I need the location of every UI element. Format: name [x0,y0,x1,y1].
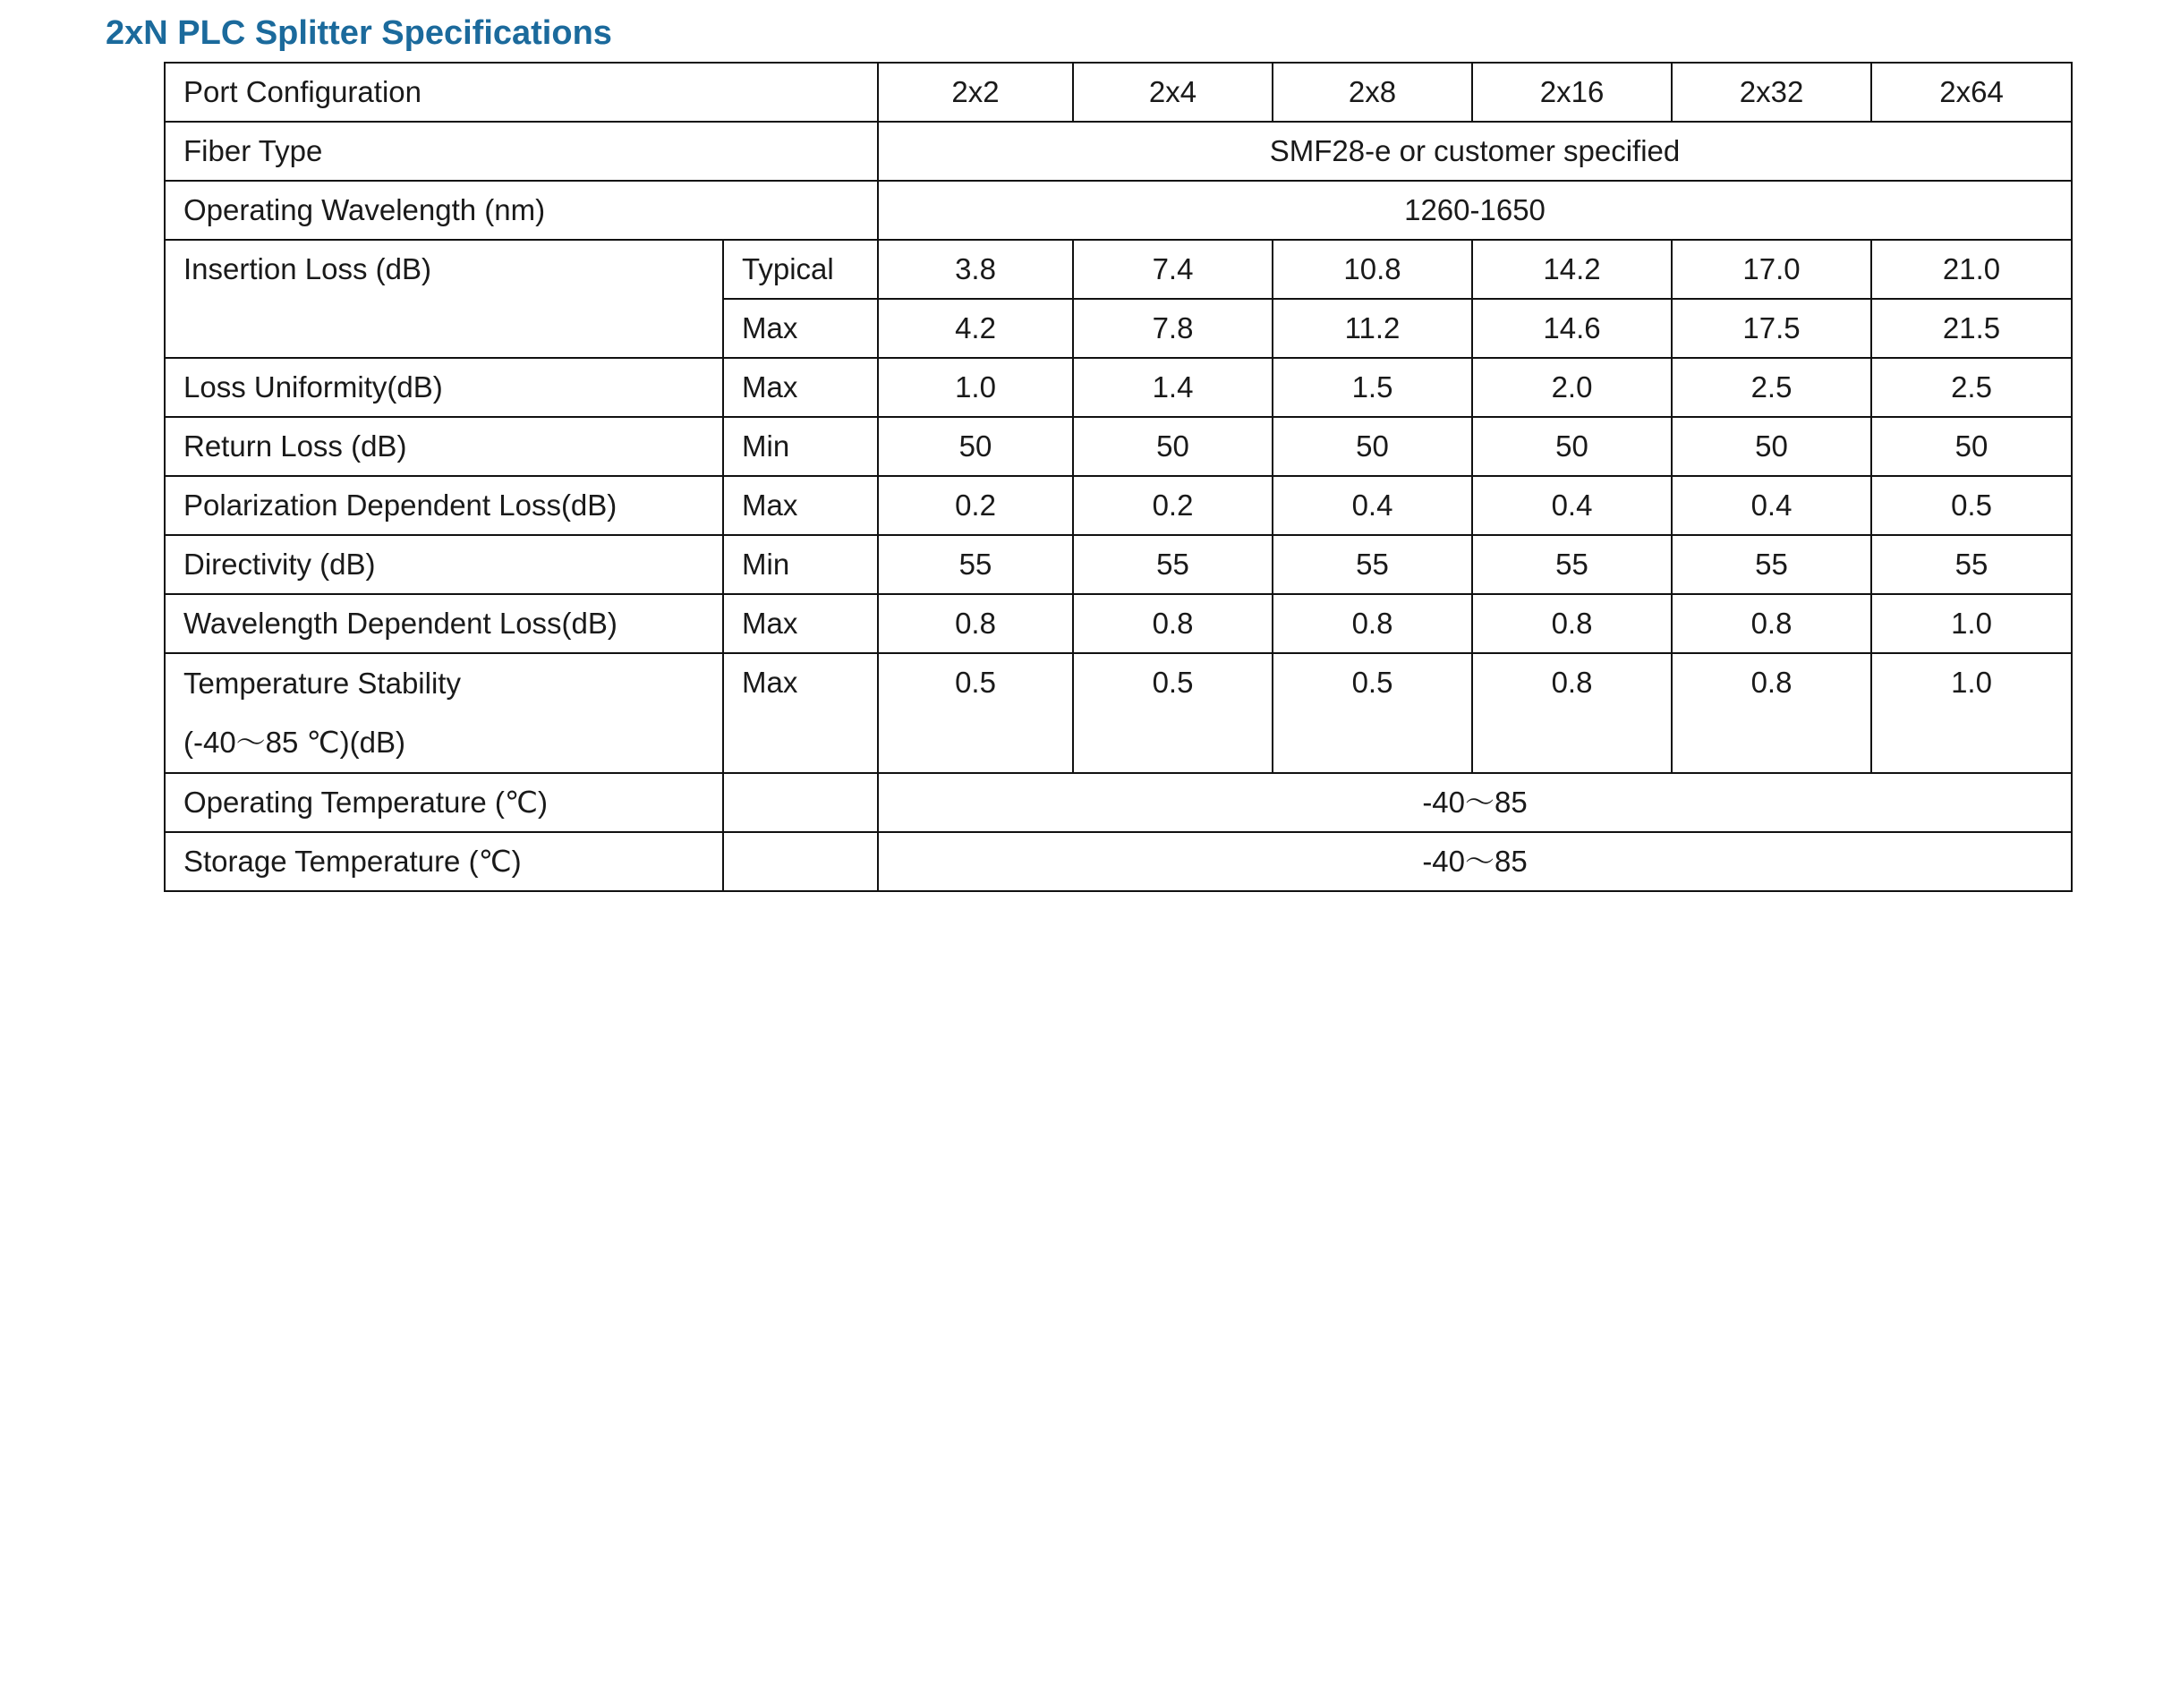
cell-value: 0.5 [878,653,1073,773]
cell-value: 0.8 [878,594,1073,653]
cell-value: 0.4 [1472,476,1672,535]
table-row [165,653,2072,773]
cell-value: 7.4 [1073,240,1273,299]
port-header: 2x4 [1073,63,1273,122]
qualifier [723,773,878,832]
cell-value: 0.5 [1871,476,2072,535]
cell-value: 55 [1472,535,1672,594]
cell-value: 0.8 [1273,594,1472,653]
table-row [165,122,2072,181]
cell-value: 0.8 [1672,653,1871,773]
table-row [165,535,2072,594]
port-header: 2x8 [1273,63,1472,122]
row-label-line: (-40～85 ℃)(dB) [183,726,405,759]
cell-value: 11.2 [1273,299,1472,358]
cell-value: 2.5 [1672,358,1871,417]
cell-value: 0.2 [878,476,1073,535]
cell-value: 0.8 [1472,653,1672,773]
row-label-line: Temperature Stability [183,667,461,700]
cell-value: 14.2 [1472,240,1672,299]
cell-value: 55 [1073,535,1273,594]
cell-value: 1.0 [878,358,1073,417]
spec-table [164,62,2073,892]
qualifier: Max [723,594,878,653]
row-label: Return Loss (dB) [165,417,723,476]
cell-value: 55 [878,535,1073,594]
page-title: 2xN PLC Splitter Specifications [106,14,612,52]
merged-value: SMF28-e or customer specified [878,122,2072,181]
cell-value: 0.5 [1273,653,1472,773]
table-row [165,358,2072,417]
cell-value: 50 [1672,417,1871,476]
port-header: 2x64 [1871,63,2072,122]
cell-value: 17.5 [1672,299,1871,358]
cell-value: 1.0 [1871,594,2072,653]
qualifier: Max [723,653,878,773]
cell-value: 4.2 [878,299,1073,358]
cell-value: 0.5 [1073,653,1273,773]
cell-value: 7.8 [1073,299,1273,358]
cell-value: 14.6 [1472,299,1672,358]
row-label: Port Configuration [165,63,878,122]
qualifier: Max [723,476,878,535]
qualifier: Max [723,358,878,417]
cell-value: 0.4 [1672,476,1871,535]
row-label: Operating Wavelength (nm) [165,181,878,240]
row-label: Directivity (dB) [165,535,723,594]
cell-value: 0.8 [1073,594,1273,653]
cell-value: 50 [1871,417,2072,476]
port-header: 2x2 [878,63,1073,122]
row-label: Loss Uniformity(dB) [165,358,723,417]
cell-value: 55 [1672,535,1871,594]
table-row [165,181,2072,240]
cell-value: 10.8 [1273,240,1472,299]
merged-value: 1260-1650 [878,181,2072,240]
row-label: Operating Temperature (℃) [165,773,723,832]
qualifier: Max [723,299,878,358]
cell-value: 1.4 [1073,358,1273,417]
qualifier [723,832,878,891]
table-row [165,63,2072,122]
cell-value: 50 [1472,417,1672,476]
row-label: Insertion Loss (dB) [165,240,723,358]
merged-value: -40～85 [878,832,2072,891]
port-header: 2x16 [1472,63,1672,122]
table-row [165,594,2072,653]
cell-value: 55 [1871,535,2072,594]
row-label: Storage Temperature (℃) [165,832,723,891]
cell-value: 50 [878,417,1073,476]
table-row [165,417,2072,476]
row-label [165,653,723,773]
cell-value: 21.5 [1871,299,2072,358]
row-label: Polarization Dependent Loss(dB) [165,476,723,535]
cell-value: 2.5 [1871,358,2072,417]
cell-value: 3.8 [878,240,1073,299]
cell-value: 1.5 [1273,358,1472,417]
table-row [165,240,2072,299]
table-row [165,476,2072,535]
cell-value: 2.0 [1472,358,1672,417]
cell-value: 17.0 [1672,240,1871,299]
cell-value: 55 [1273,535,1472,594]
merged-value: -40～85 [878,773,2072,832]
cell-value: 1.0 [1871,653,2072,773]
cell-value: 0.4 [1273,476,1472,535]
cell-value: 50 [1073,417,1273,476]
port-header: 2x32 [1672,63,1871,122]
row-label: Wavelength Dependent Loss(dB) [165,594,723,653]
cell-value: 21.0 [1871,240,2072,299]
cell-value: 0.8 [1472,594,1672,653]
cell-value: 50 [1273,417,1472,476]
row-label: Fiber Type [165,122,878,181]
qualifier: Min [723,417,878,476]
table-row [165,773,2072,832]
cell-value: 0.2 [1073,476,1273,535]
table-row [165,832,2072,891]
qualifier: Typical [723,240,878,299]
qualifier: Min [723,535,878,594]
cell-value: 0.8 [1672,594,1871,653]
